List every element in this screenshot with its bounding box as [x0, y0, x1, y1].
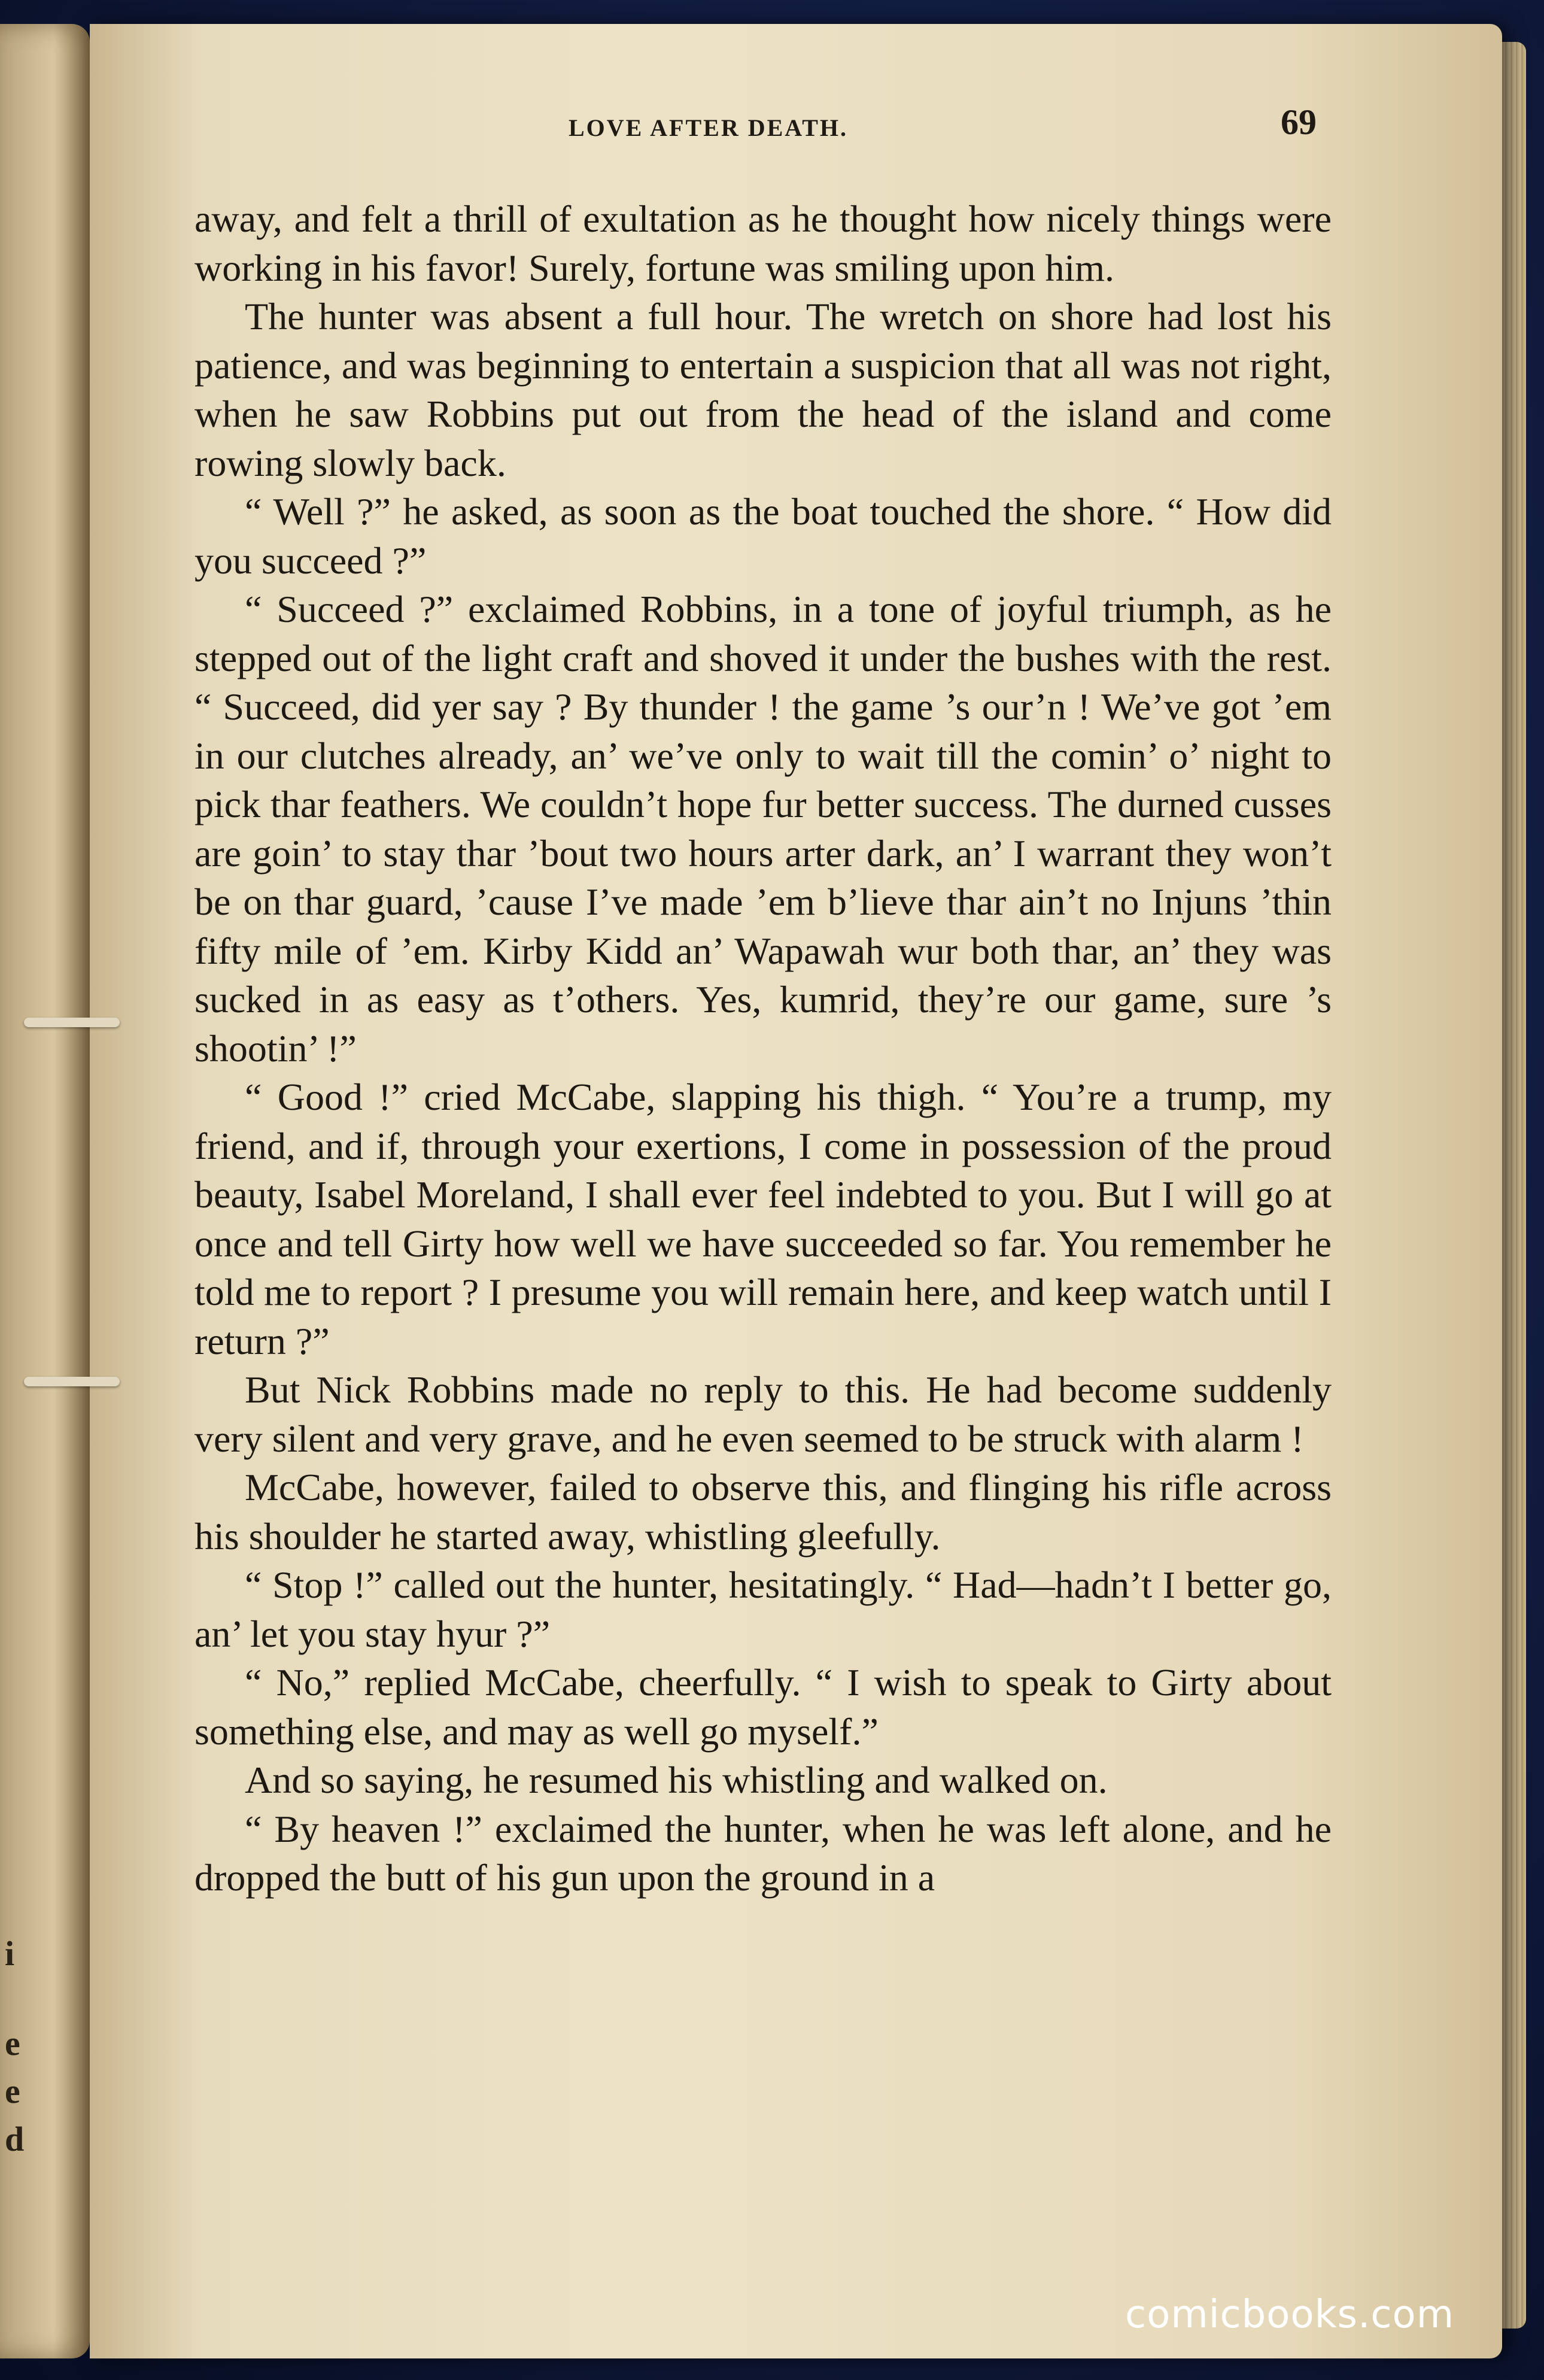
running-title: LOVE AFTER DEATH. — [569, 114, 848, 141]
paragraph: “ Well ?” he asked, as soon as the boat touched the shore. “ How did you succeed ?” — [194, 490, 1332, 582]
facing-page-letter: d — [5, 2120, 25, 2159]
facing-page-letter: i — [5, 1934, 15, 1973]
paragraph: away, and felt a thrill of exultation as he thought how nicely things were working in his favor! Surely, fortune was smiling upon him. — [194, 198, 1332, 289]
paragraph: “ By heaven !” exclaimed the hunter, when he was left alone, and he dropped the butt of his gun upon the ground in a — [194, 1807, 1332, 1899]
paragraph: But Nick Robbins made no reply to this. He had become suddenly very silent and very grave, and he even seemed to be struck with alarm ! — [194, 1368, 1332, 1460]
facing-page-letter: e — [5, 2024, 20, 2063]
site-watermark: comicbooks.com — [1125, 2293, 1455, 2337]
paragraph: “ Good !” cried McCabe, slapping his thigh. “ You’re a trump, my friend, and if, through your exertions, I come in possession of the proud beauty, Isabel Moreland, I shall ever feel indebted to you. But I will go at once and tell Girty how well we have succeeded so far. You remember he told me to report ? I presume you will remain here, and keep watch until I return ?” — [194, 1076, 1332, 1362]
paragraph: “ No,” replied McCabe, cheerfully. “ I wish to speak to Girty about something else, and may as well go myself.” — [194, 1661, 1332, 1753]
facing-page-letter: e — [5, 2072, 20, 2111]
paragraph: The hunter was absent a full hour. The wretch on shore had lost his patience, and was beginning to entertain a suspicion that all was not right, when he saw Robbins put out from the head of the island and come rowing slowly back. — [194, 295, 1332, 484]
paragraph: “ Succeed ?” exclaimed Robbins, in a tone of joyful triumph, as he stepped out of the light craft and shoved it under the bushes with the rest. “ Succeed, did yer say ? By thunder ! the game ’s our’n ! We’ve got ’em in our clutches already, an’ we’ve only to wait till the comin’ o’ night to pick thar feathers. We couldn’t hope fur better success. The durned cusses are goin’ to stay thar ’bout two hours arter dark, an’ I warrant they won’t be on thar guard, ’cause I’ve made ’em b’lieve thar ain’t no Injuns ’thin fifty mile of ’em. Kirby Kidd an’ Wapawah wur both thar, an’ they was sucked in as easy as t’others. Yes, kumrid, they’re our game, sure ’s shootin’ !” — [194, 588, 1332, 1070]
facing-page-edge — [0, 24, 90, 2358]
paragraph: McCabe, however, failed to observe this, and flinging his rifle across his shoulder he started away, whistling gleefully. — [194, 1466, 1332, 1558]
binding-stitch — [24, 1377, 120, 1386]
page-number: 69 — [1281, 102, 1317, 142]
binding-stitch — [24, 1018, 120, 1027]
paragraph: “ Stop !” called out the hunter, hesitatingly. “ Had—hadn’t I better go, an’ let you stay hyur ?” — [194, 1564, 1332, 1655]
paragraph: And so saying, he resumed his whistling and walked on. — [245, 1759, 1108, 1801]
body-text — [194, 195, 1332, 1902]
